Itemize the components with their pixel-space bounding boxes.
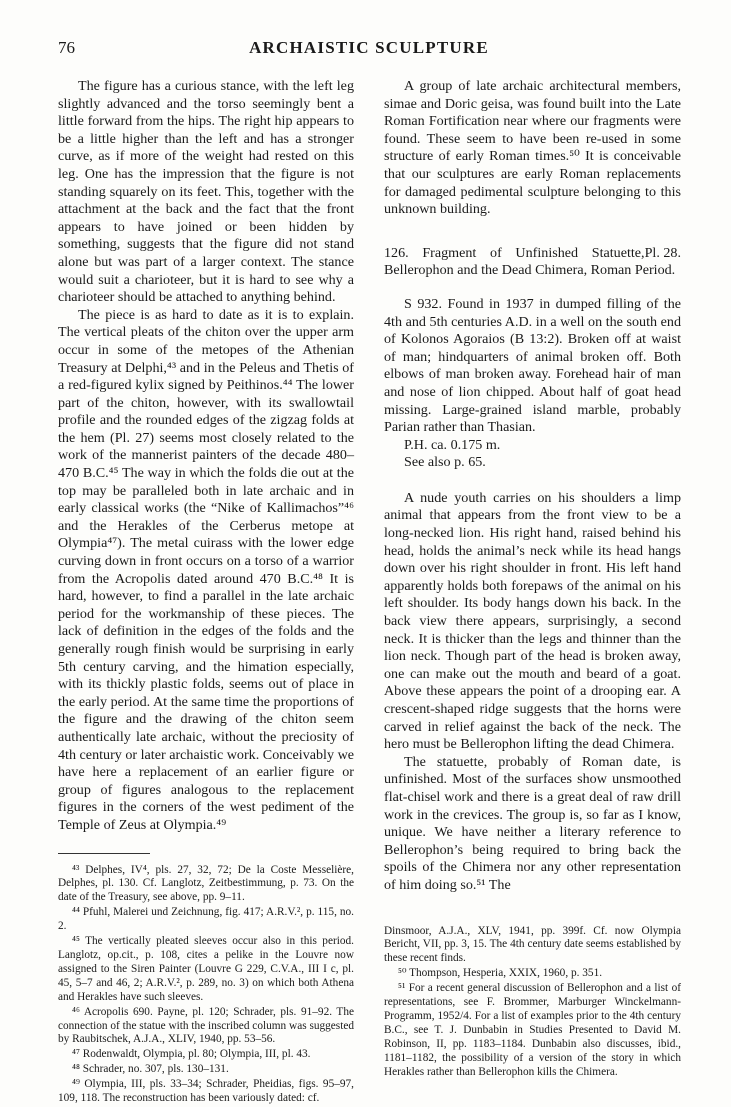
catalogue-title-text: 126. Fragment of Unfinished Statuette, Bellerophon and the Dead Chimera, Roman Period. — [384, 244, 676, 279]
body-paragraph: The statuette, probably of Roman date, is unfinished. Most of the surfaces show unsmoothed flat-chisel work and there is a great deal of raw drill work in the crevices. The group is, so far as I know, unique. We have neither a literary reference to Bellerophon’s being required to bring back the spoils of the Chimera nor any other representation of him doing so.⁵¹ The — [384, 753, 681, 893]
catalogue-description: S 932. Found in 1937 in dumped filling of the 4th and 5th centuries A.D. in a well on the south end of Kolonos Agoraios (B 13:2). Broken off at waist of man; hindquarters of animal broken off. Both elbows of man broken away. Forehead hair of man and nose of lion chipped. About half of goat head missing. Large-grained island marble, probably Parian rather than Thasian. — [384, 295, 681, 436]
footnote-46: ⁴⁶ Acropolis 690. Payne, pl. 120; Schrader, pls. 91–92. The connection of the statue with the inscribed column was suggested by Raubitschek, A.J.A., XLIV, 1940, pp. 53–56. — [58, 1005, 354, 1046]
footnote-43: ⁴³ Delphes, IV⁴, pls. 27, 32, 72; De la Coste Messelière, Delphes, pl. 130. Cf. Langlotz, Zeitbestimmung, p. 73. On the date of the Treasury, see above, pp. 9–11. — [58, 863, 354, 904]
body-paragraph: The piece is as hard to date as it is to explain. The vertical pleats of the chiton over the upper arm occur in some of the metopes of the Athenian Treasury at Delphi,⁴³ and in the Peleus and Thetis of a red-figured kylix signed by Peithinos.⁴⁴ The lower part of the chiton, however, with its swallowtail profile and the rounded edges of the zigzag folds at the hem (Pl. 27) seems most closely related to the work of the mannerist painters of the decade 480–470 B.C.⁴⁵ The way in which the folds die out at the top may be paralleled both in late archaic and in early classical works (the “Nike of Kallimachos”⁴⁶ and the Herakles of the Cerberus metope at Olympia⁴⁷). The metal cuirass with the lower edge curving down in front occurs on a torso of a warrior from the Acropolis dated around 470 B.C.⁴⁸ It is hard, however, to find a parallel in the late archaic period for the workmanship of these pieces. The lack of definition in the edges of the folds and the generally rough finish would be surprising in early 5th century carving, and the himation especially, with its thickly plastic folds, seems out of place in the early period. At the same time the proportions of the figure and the drawing of the chiton seem authentically late archaic, without the preciosity of 4th century or later archaistic work. Conceivably we have here a replacement of an earlier figure or group of figures analogous to the replacement figures in the corners of the west pediment of the Temple of Zeus at Olympia.⁴⁹ — [58, 306, 354, 833]
page-number: 76 — [58, 38, 75, 57]
plate-reference: Pl. 28. — [644, 244, 681, 261]
footnote-48: ⁴⁸ Schrader, no. 307, pls. 130–131. — [72, 1063, 229, 1076]
footnote-49: ⁴⁹ Olympia, III, pls. 33–34; Schrader, Pheidias, figs. 95–97, 109, 118. The reconstruction has been variously dated: cf. — [58, 1078, 354, 1105]
footnote-45: ⁴⁵ The vertically pleated sleeves occur also in this period. Langlotz, op.cit., p. 108, cites a pelike in the Louvre now assigned to the Siren Painter (Louvre G 229, C.V.A., III I c, pl. 45, 5–7 and 46, 2; A.R.V.², p. 289, no. 3) on which both Athena and Herakles have such sleeves. — [58, 935, 354, 1003]
footnote-50: ⁵⁰ Thompson, Hesperia, XXIX, 1960, p. 351. — [398, 967, 603, 980]
right-column — [384, 78, 681, 1081]
left-column — [58, 78, 354, 1107]
footnote-51: ⁵¹ For a recent general discussion of Bellerophon and a list of representations, see F. Brommer, Marburger Winckelmann-Programm, 1952/4. For a list of examples prior to the 4th century B.C., see T. J. Dunbabin in Studies Presented to David M. Robinson, II, pp. 1183–1184. Dunbabin also discusses, ibid., 1181–1182, the possibility of a version of the story in which Herakles rather than Bellerophon kills the Chimera. — [384, 982, 681, 1078]
dimension-line: P.H. ca. 0.175 m. — [404, 436, 501, 453]
body-paragraph: The figure has a curious stance, with the left leg slightly advanced and the torso seemingly bent a little forward from the hips. The right hip appears to be a little higher than the left and has a stronger curve, as if more of the weight had rested on this leg. One has the impression that the figure is not standing squarely on its feet. This, together with the attachment at the back and the fact that the front appears to have joined or been hidden by something, suggests that the figure did not stand alone but was part of a larger context. The stance would suit a charioteer, but it is hard to see why a charioteer should be attached to anything behind. — [58, 78, 354, 306]
footnote-49-continued: Dinsmoor, A.J.A., XLV, 1941, pp. 399f. Cf. now Olympia Bericht, VII, pp. 3, 15. The 4th century date seems established by these recent finds. — [384, 924, 681, 965]
footnote-47: ⁴⁷ Rodenwaldt, Olympia, pl. 80; Olympia, III, pl. 43. — [72, 1048, 311, 1061]
footnote-44: ⁴⁴ Pfuhl, Malerei und Zeichnung, fig. 417; A.R.V.², p. 115, no. 2. — [58, 906, 354, 933]
body-paragraph: A nude youth carries on his shoulders a limp animal that appears from the front view to be a long-necked lion. His right hand, raised behind his head, holds the animal’s neck while its head hangs down over his right shoulder in front. His left hand apparently holds both forepaws of the animal on his left shoulder. Its body hangs down his back. In the back view there appears, surprisingly, a second neck. It is thicker than the legs and thinner than the lion neck. Though part of the head is broken away, one can make out the mouth and beard of a goat. Above these appears the point of a drooping ear. A crescent-shaped ridge suggests that the horns were carved in relief against the back of the neck. The hero must be Bellerophon lifting the dead Chimera. — [384, 489, 681, 753]
see-also-line: See also p. 65. — [404, 454, 486, 471]
page-header — [58, 38, 680, 62]
running-title: ARCHAISTIC SCULPTURE — [249, 38, 489, 57]
catalogue-entry-title — [384, 245, 681, 280]
body-paragraph: A group of late archaic architectural members, simae and Doric geisa, was found built into the Late Roman Fortification near where our fragments were found. These seem to have been re-used in some structure of early Roman times.⁵⁰ It is conceivable that our sculptures are early Roman replacements for damaged pedimental sculpture belonging to this unknown building. — [384, 78, 681, 218]
footnote-rule — [58, 853, 150, 854]
